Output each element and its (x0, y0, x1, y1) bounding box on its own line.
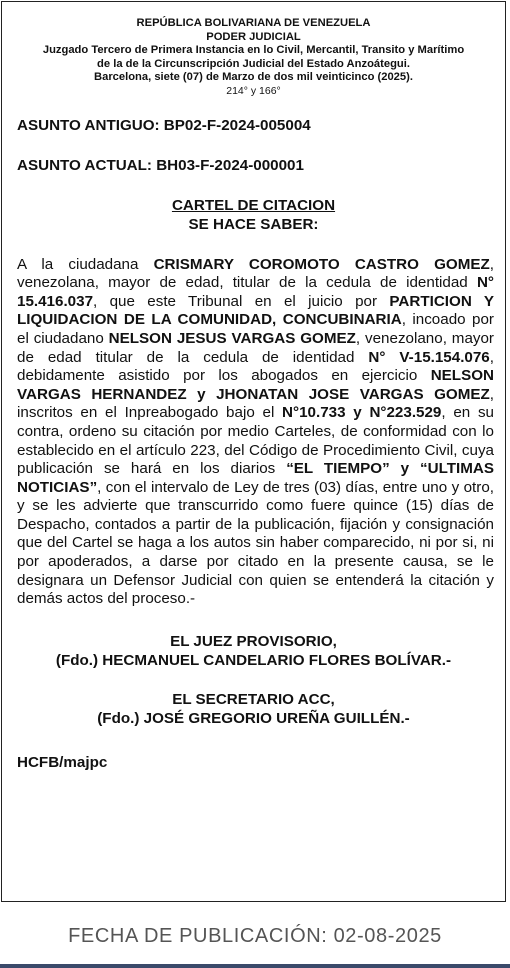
attorney-names: NELSON VARGAS HERNANDEZ y JHONATAN JOSE VARGAS GOMEZ (17, 367, 494, 403)
court-header (2, 2, 505, 99)
newspapers: “EL TIEMPO” y “ULTIMAS NOTICIAS” (17, 460, 494, 496)
header-judicial-power: PODER JUDICIAL (206, 30, 301, 43)
defendant-name: CRISMARY COROMOTO CASTRO GOMEZ (153, 255, 490, 273)
body-text: , incoado por el ciudadano (17, 311, 494, 347)
notice-title (2, 196, 505, 234)
bottom-divider (0, 964, 510, 968)
secretary-name: (Fdo.) JOSÉ GREGORIO UREÑA GUILLÉN.- (97, 710, 410, 728)
legal-notice (1, 1, 506, 902)
secretary-signature (2, 690, 505, 729)
judge-title: EL JUEZ PROVISORIO, (170, 632, 337, 650)
judge-signature (2, 632, 505, 671)
body-text: , venezolano, mayor de edad titular de la cedula de identidad (17, 329, 494, 366)
secretary-title: EL SECRETARIO ACC, (172, 690, 335, 708)
body-text: , venezolana, mayor de edad, titular de la cedula de identidad (17, 255, 494, 292)
header-date: Barcelona, siete (07) de Marzo de dos mil veinticinco (2025). (94, 71, 413, 84)
plaintiff-id: N° V-15.154.076 (368, 348, 490, 366)
judge-name: (Fdo.) HECMANUEL CANDELARIO FLORES BOLÍVAR.- (55, 652, 452, 670)
header-years: 214° y 166° (226, 84, 281, 97)
attorney-registry-numbers: N°10.733 y N°223.529 (282, 404, 442, 422)
notice-body (17, 256, 494, 609)
body-text: A la ciudadana (17, 255, 154, 273)
header-court: Juzgado Tercero de Primera Instancia en lo Civil, Mercantil, Transito y Marítimo (42, 44, 465, 57)
old-case-number: ASUNTO ANTIGUO: BP02-F-2024-005004 (17, 116, 311, 134)
plaintiff-name: NELSON JESUS VARGAS GOMEZ (108, 329, 356, 347)
body-text: , con el intervalo de Ley de tres (03) días, entre uno y otro, y se les advierte que transcurrido como fuere quince (15) días de Despacho, contados a partir de la publicación, fijación y consignación que del Cartel se haga a los autos sin haber comparecido, ni por si, ni por apoderados, a darse por citado en la presente causa, se le designara un Defensor Judicial con quien se entenderá la citación y demás actos del proceso.- (17, 478, 494, 608)
reference-initials: HCFB/majpc (17, 753, 108, 771)
current-case-number: ASUNTO ACTUAL: BH03-F-2024-000001 (17, 156, 304, 174)
case-subject: PARTICION Y LIQUIDACION DE LA COMUNIDAD, CONCUBINARIA (17, 292, 494, 329)
body-text: , en su contra, ordeno su citación por medio Carteles, de conformidad con lo establecido en el artículo 223, del Código de Procedimiento Civil, cuya publicación se hará en los diarios (17, 404, 494, 478)
body-text: , debidamente asistido por los abogados en ejercicio (17, 348, 494, 385)
header-republic: REPÚBLICA BOLIVARIANA DE VENEZUELA (136, 17, 371, 29)
notice-title-sub: SE HACE SABER: (188, 215, 319, 233)
body-text: , que este Tribunal en el juicio por (93, 292, 390, 310)
notice-title-main: CARTEL DE CITACION (171, 196, 336, 214)
publication-date: FECHA DE PUBLICACIÓN: 02-08-2025 (68, 925, 442, 947)
body-text: , inscritos en el Inpreabogado bajo el (17, 385, 494, 422)
defendant-id: N° 15.416.037 (17, 274, 494, 310)
header-circuit: de la de la Circunscripción Judicial del Estado Anzoátegui. (97, 57, 410, 70)
